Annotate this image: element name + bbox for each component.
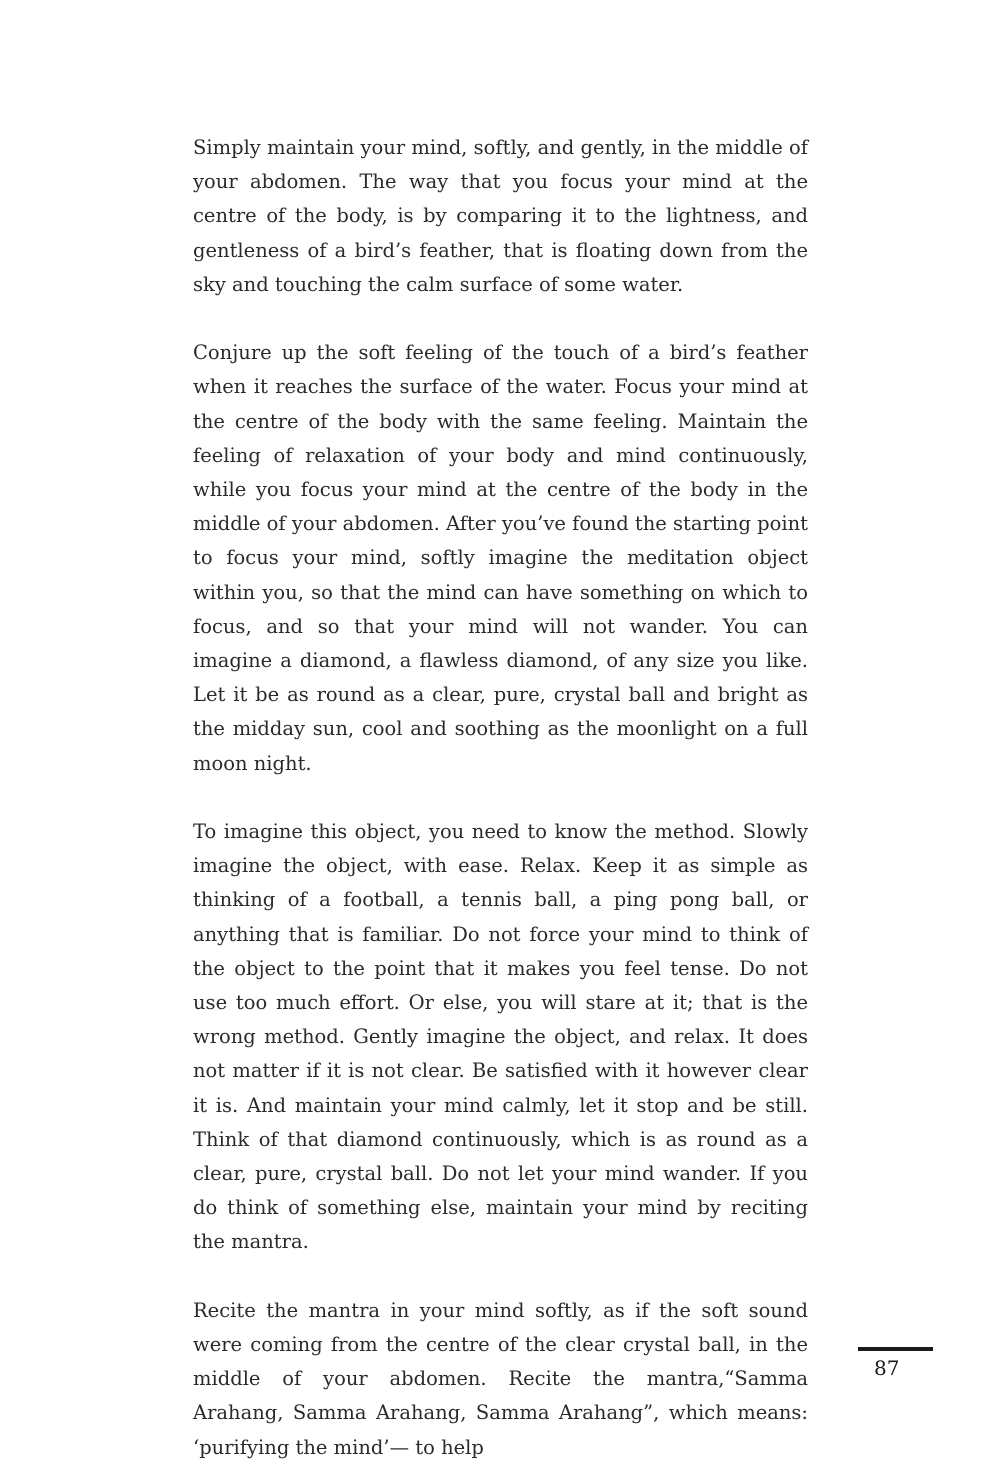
paragraph-3: To imagine this object, you need to know the method. Slowly imagine the object, with ease. Relax. Keep it as simple as thinking of a football, a tennis ball, a ping pong ball, or anything that is familiar. Do not force your mind to think of the object to the point that it makes you feel tense. Do not use too much effort. Or else, you will stare at it; that is the wrong method. Gently imagine the object, and relax. It does not matter if it is not clear. Be satisfied with it however clear it is. And maintain your mind calmly, let it stop and be still. Think of that diamond continuously, which is as round as a clear, pure, crystal ball. Do not let your mind wander. If you do think of something else, maintain your mind by reciting the mantra. — [193, 820, 808, 1254]
body-text — [193, 131, 808, 1465]
page-number-rule — [858, 1347, 933, 1351]
page-number: 87 — [874, 1356, 900, 1380]
paragraph-1: Simply maintain your mind, softly, and gently, in the middle of your abdomen. The way that you focus your mind at the centre of the body, is by comparing it to the lightness, and gentleness of a bird’s feather, that is floating down from the sky and touching the calm surface of some water. — [193, 136, 808, 296]
paragraph-4: Recite the mantra in your mind softly, as if the soft sound were coming from the centre of the clear crystal ball, in the middle of your abdomen. Recite the mantra,“Samma Arahang, Samma Arahang, Samma Arahang”, which means: ‘purifying the mind’— to help — [193, 1298, 808, 1459]
paragraph-2: Conjure up the soft feeling of the touch of a bird’s feather when it reaches the surface of the water. Focus your mind at the centre of the body with the same feeling. Maintain the feeling of relaxation of your body and mind continuously, while you focus your mind at the centre of the body in the middle of your abdomen. After you’ve found the starting point to focus your mind, softly imagine the meditation object within you, so that the mind can have something on which to focus, and so that your mind will not wander. You can imagine a diamond, a flawless diamond, of any size you like. Let it be as round as a clear, pure, crystal ball and bright as the midday sun, cool and soothing as the moonlight on a full moon night. — [193, 341, 808, 775]
